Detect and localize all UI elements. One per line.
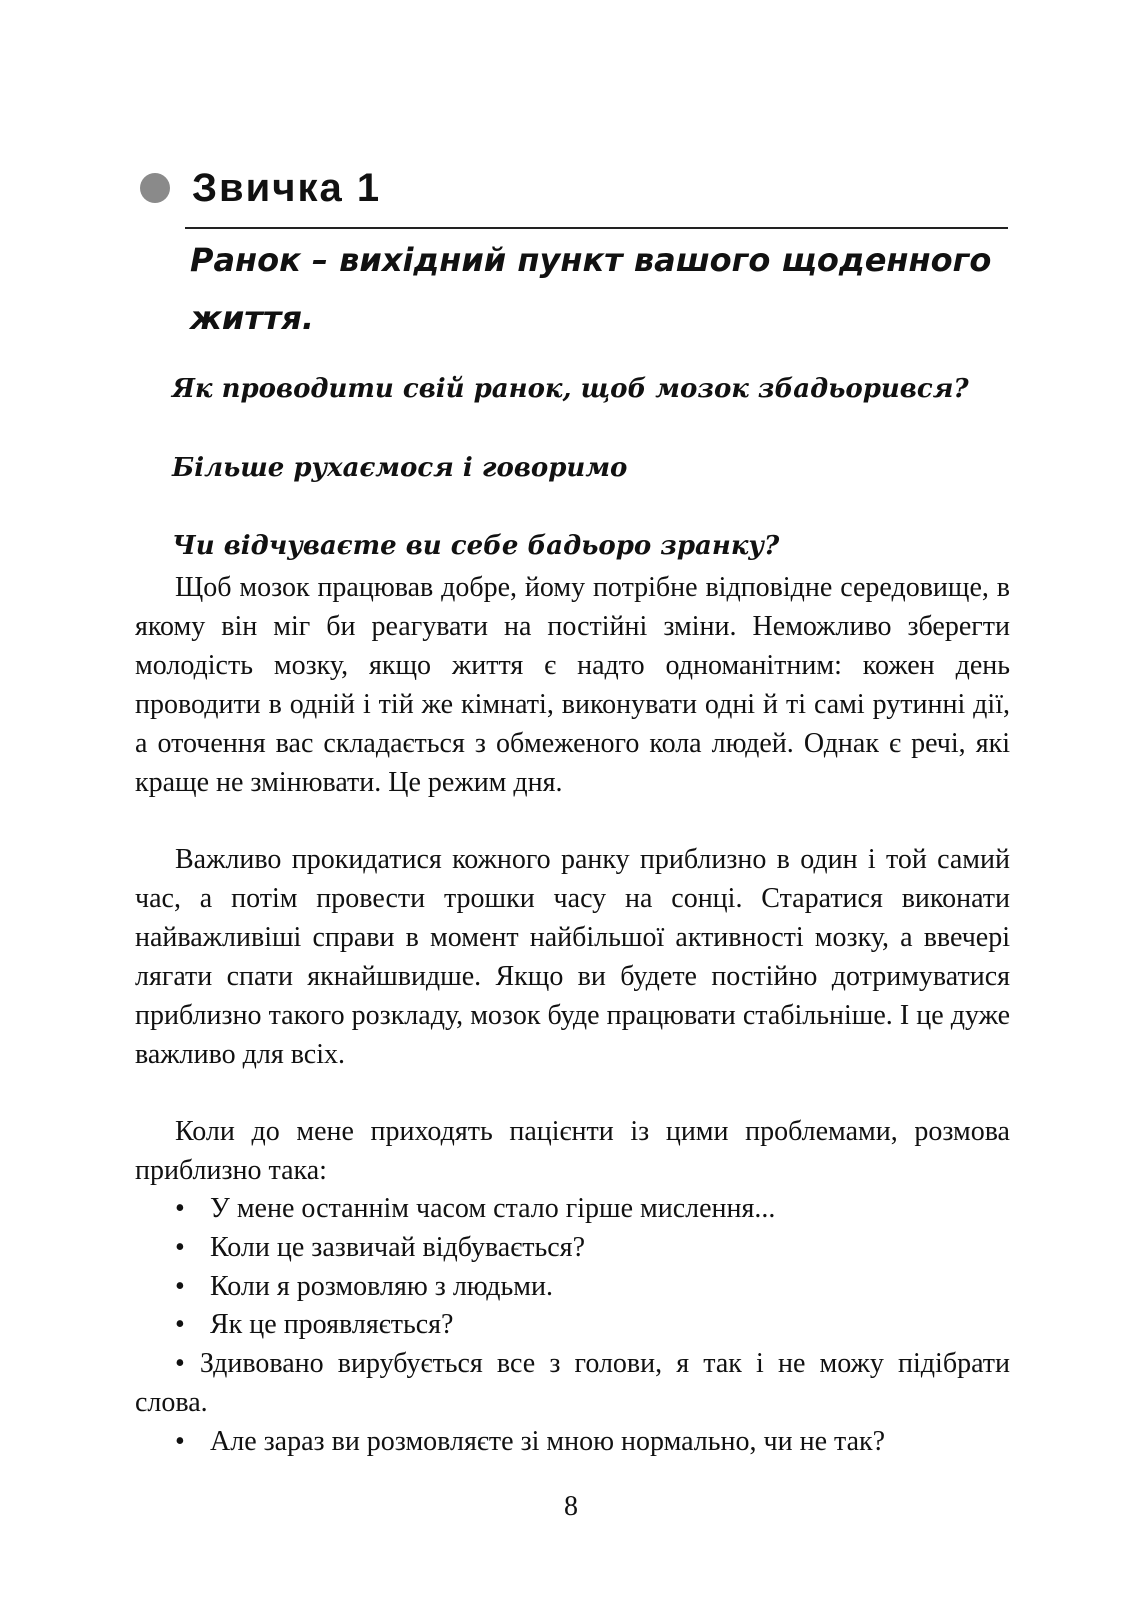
bullet-icon: • [175,1231,185,1263]
list-item-text: Коли це зазвичай відбувається? [210,1231,585,1263]
list-item [135,1229,1010,1268]
paragraph-text: Щоб мозок працював добре, йому потрібне відповідне середовище, в якому він міг би реагувати на постійні зміни. Неможливо зберегти молодість мозку, якщо життя є надто одноманітним: кожен день проводити в одній і тій же кімнаті, виконувати одні й ті самі рутинні дії, а оточення вас складається з обмеженого кола людей. Однак є речі, які краще не змінювати. Це режим дня. [135,572,1010,798]
circle-bullet-icon [140,173,170,203]
list-item-text: Здивовано вирубується все з голови, я так і не можу підібрати слова. [135,1348,1010,1418]
paragraph-environment [135,568,1010,802]
list-item-text: У мене останнім часом стало гірше мислення... [210,1193,776,1224]
dialog-list [135,1190,1010,1462]
paragraph-text: Коли до мене приходять пацієнти із цими проблемами, розмова приблизно така: [135,1116,1010,1186]
bullet-icon: • [175,1348,185,1380]
list-item [135,1268,1010,1307]
bullet-icon: • [175,1425,185,1457]
list-item [135,1423,1010,1462]
list-item-text: Коли я розмовляю з людьми. [210,1270,553,1302]
subheading-feel-alert: Чи відчуваєте ви себе бадьоро зранку? [172,531,780,561]
bullet-icon: • [175,1193,185,1224]
chapter-heading [140,160,381,216]
chapter-divider [185,227,1008,229]
list-item-text: Як це проявляється? [210,1309,454,1341]
page-number: 8 [564,1491,578,1522]
list-item [135,1190,1010,1229]
subheading-move-and-talk: Більше рухаємося і говоримо [172,453,628,483]
chapter-title: Ранок – вихідний пункт вашого щоденного життя. [190,241,992,337]
bullet-icon: • [175,1270,185,1302]
list-item-text: Але зараз ви розмовляєте зі мною нормально, чи не так? [210,1425,886,1457]
list-item [135,1345,1010,1423]
paragraph-text: Важливо прокидатися кожного ранку приблизно в один і той самий час, а потім провести трошки часу на сонці. Старатися виконати найважливіші справи в момент найбільшої активності мозку, а ввечері лягати спати якнайшвидше. Якщо ви будете постійно дотримуватися приблизно такого розкладу, мозок буде працювати стабільніше. І це дуже важливо для всіх. [135,844,1010,1070]
list-item [135,1306,1010,1345]
bullet-icon: • [175,1309,185,1341]
paragraph-patients-intro [135,1112,1010,1190]
subheading-morning-question: Як проводити свій ранок, щоб мозок збадьорився? [172,374,969,404]
paragraph-daily-routine [135,840,1010,1074]
chapter-label: Звичка 1 [192,165,382,210]
